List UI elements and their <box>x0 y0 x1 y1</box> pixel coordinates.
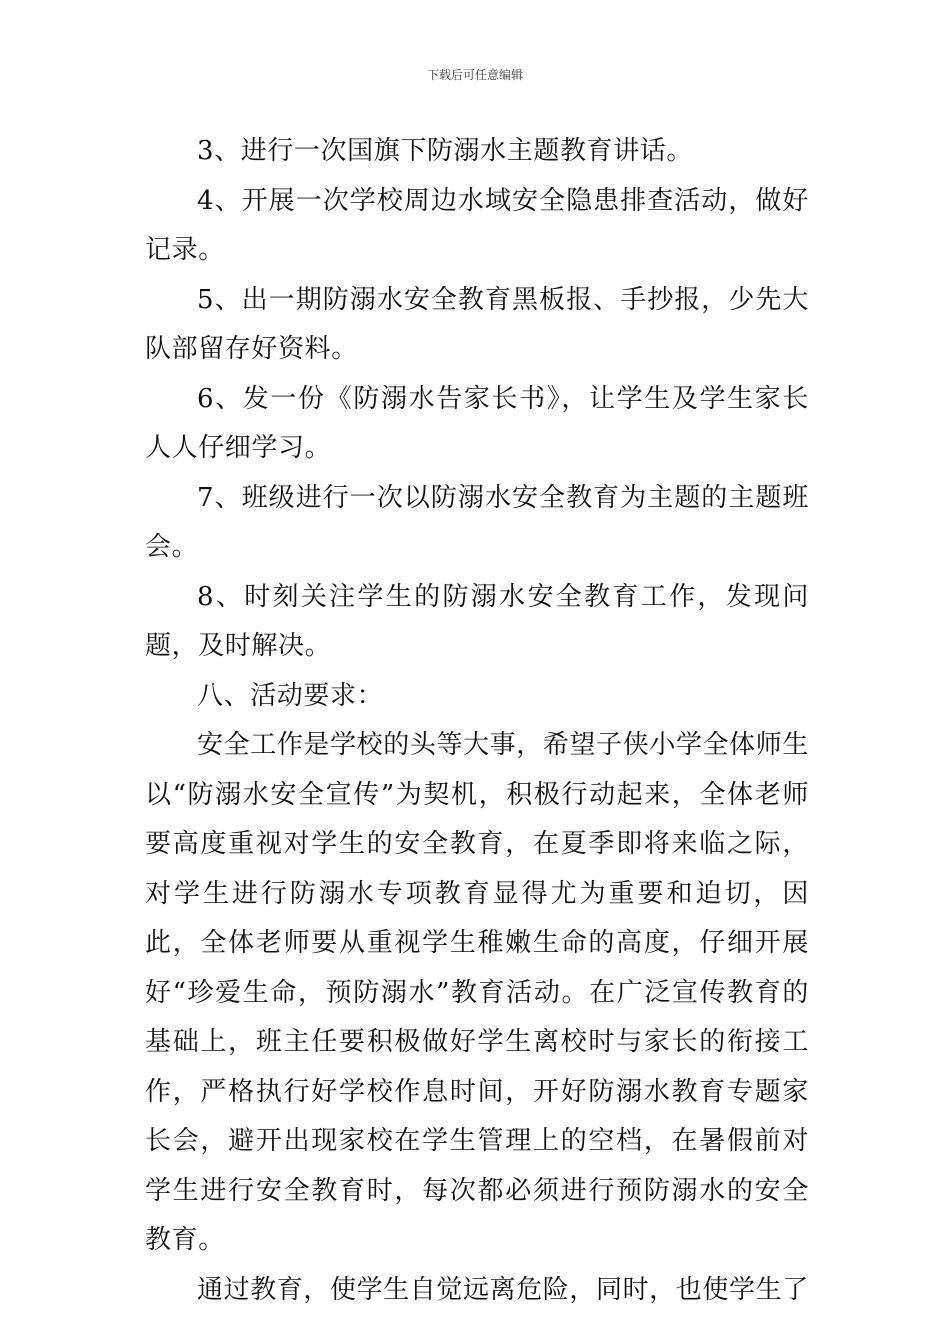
document-body <box>145 127 809 1315</box>
list-item-5: 5、出一期防溺水安全教育黑板报、手抄报，少先大队部留存好资料。 <box>145 284 809 364</box>
list-item-6: 6、发一份《防溺水告家长书》，让学生及学生家长人人仔细学习。 <box>145 383 809 463</box>
list-item-7: 7、班级进行一次以防溺水安全教育为主题的主题班会。 <box>145 482 809 562</box>
section-heading: 八、活动要求： <box>197 680 384 711</box>
requirements-paragraph: 安全工作是学校的头等大事，希望子侠小学全体师生以“防溺水安全宣传”为契机，积极行动起来，全体老师要高度重视对学生的安全教育，在夏季即将来临之际，对学生进行防溺水专项教育显得尤为重要和迫切，因此，全体老师要从重视学生稚嫩生命的高度，仔细开展好“珍爱生命，预防溺水”教育活动。在广泛宣传教育的基础上，班主任要积极做好学生离校时与家长的衔接工作，严格执行好学校作息时间，开好防溺水教育专题家长会，避开出现家校在学生管理上的空档，在暑假前对学生进行安全教育时，每次都必须进行预防溺水的安全教育。 <box>145 730 809 1255</box>
header-note: 下载后可任意编辑 <box>426 68 523 82</box>
list-item-8: 8、时刻关注学生的防溺水安全教育工作，发现问题，及时解决。 <box>145 581 809 661</box>
list-item-4: 4、开展一次学校周边水域安全隐患排查活动，做好记录。 <box>145 185 809 265</box>
list-item-3: 3、进行一次国旗下防溺水主题教育讲话。 <box>197 136 693 166</box>
closing-paragraph: 通过教育，使学生自觉远离危险，同时，也使学生了 <box>197 1274 809 1305</box>
